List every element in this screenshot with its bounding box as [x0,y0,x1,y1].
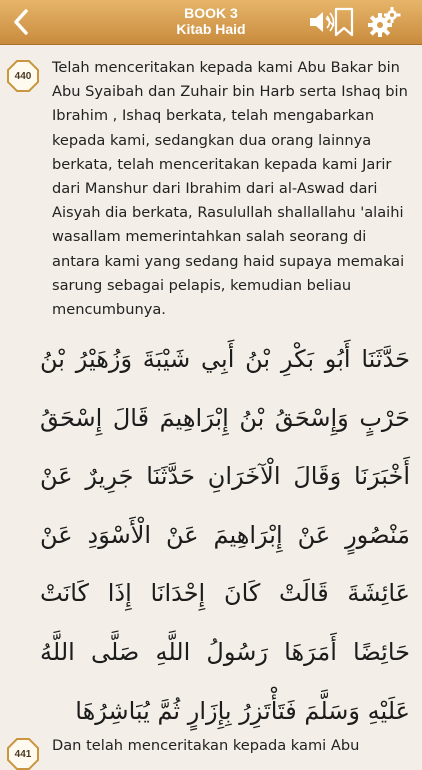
bookmark-icon [334,7,354,37]
bookmark-button[interactable] [333,6,355,38]
chevron-left-icon [12,8,30,36]
hadith-number-badge [7,60,39,92]
hadith-translation: Telah menceritakan kepada kami Abu Bakar bin Abu Syaibah dan Zuhair bin Harb serta Ishaq bin Ibrahim , Ishaq berkata, telah mengabarkan kepada kami, sedangkan dua orang lainnya berkata, telah menceritakan kepada kami Jarir dari Manshur dari Ibrahim dari al-Aswad dari Aisyah dia berkata, Rasulullah shallallahu 'alaihi wasallam memerintahkan salah seorang di antara kami yang sedang haid supaya memakai sarung sebagai pelapis, kemudian beliau mencumbunya. [52,59,408,319]
hadith-number-badge [7,738,39,770]
top-bar [0,0,422,45]
chapter-title: Kitab Haid [176,21,246,37]
back-button[interactable] [6,6,36,38]
hadith-content[interactable] [0,44,422,760]
page-title [100,5,322,37]
book-title: BOOK 3 [184,5,238,21]
hadith-translation: Dan telah menceritakan kepada kami Abu [52,737,360,754]
gear-icon [367,6,401,38]
settings-button[interactable] [366,6,402,38]
hadith-arabic-text: حَدَّثَنَا أَبُو بَكْرِ بْنُ أَبِي شَيْبَةَ وَزُهَيْرُ بْنُ حَرْبٍ وَإِسْحَقُ بْنُ إِبْرَاهِيمَ قَالَ إِسْحَقُ أَخْبَرَنَا وَقَالَ الْآخَرَانِ حَدَّثَنَا جَرِيرٌ عَنْ مَنْصُورٍ عَنْ إِبْرَاهِيمَ عَنْ الْأَسْوَدِ عَنْ عَائِشَةَ قَالَتْ كَانَ إِحْدَانَا إِذَا كَانَتْ حَائِضًا أَمَرَهَا رَسُولُ اللَّهِ صَلَّى اللَّهُ عَلَيْهِ وَسَلَّمَ فَتَأْتَزِرُ بِإِزَارٍ ثُمَّ يُبَاشِرُهَا [40,345,410,725]
hadith-number: 440 [14,70,32,82]
hadith-number: 441 [14,748,32,760]
